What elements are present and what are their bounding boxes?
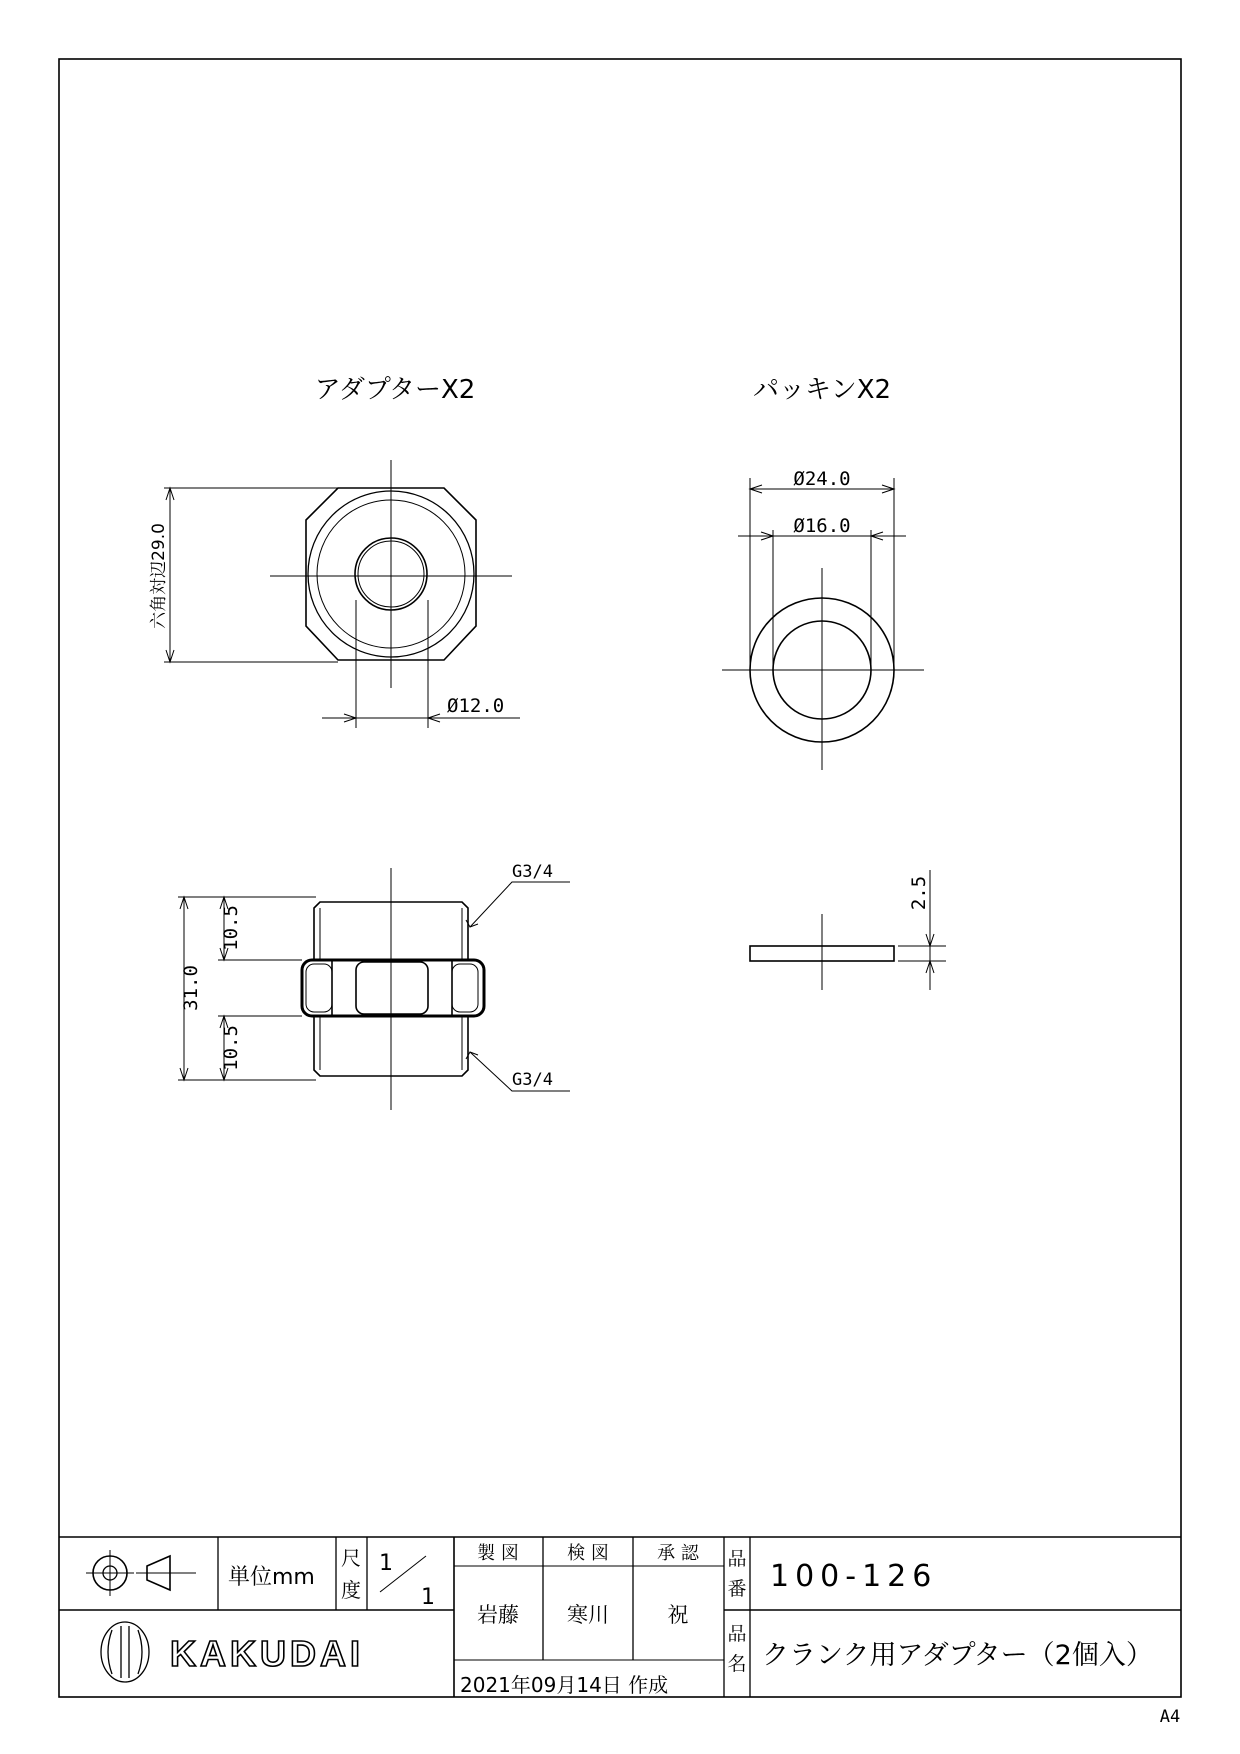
part-no-label-1: 品 — [727, 1548, 747, 1570]
thread-top-label: G3/4 — [512, 862, 553, 882]
adapter-view-title: アダプターX2 — [314, 375, 476, 405]
bottom-thread-length-dimension: 10.5 — [220, 1025, 242, 1071]
part-number: 100-126 — [770, 1559, 938, 1594]
checked-label: 検 図 — [567, 1543, 609, 1564]
part-name-label-2: 名 — [727, 1653, 747, 1675]
approved-by: 祝 — [667, 1603, 689, 1627]
approved-label: 承 認 — [657, 1543, 699, 1564]
projection-symbol-icon — [86, 1550, 196, 1596]
packing-thickness-dimension: 2.5 — [908, 875, 930, 911]
part-name: クランク用アダプター（2個入） — [762, 1640, 1153, 1671]
sheet-size: A4 — [1159, 1707, 1181, 1727]
part-name-label-1: 品 — [727, 1623, 747, 1645]
drawn-by: 岩藤 — [477, 1603, 519, 1627]
scale-denominator: 1 — [421, 1585, 435, 1610]
sheet-border — [59, 59, 1181, 1697]
unit-label: 単位mm — [228, 1565, 315, 1590]
packing-inner-diameter-dimension: Ø16.0 — [793, 515, 851, 537]
scale-label-1: 尺 — [341, 1546, 361, 1570]
adapter-top-view — [164, 460, 520, 728]
part-no-label-2: 番 — [727, 1578, 747, 1600]
drawn-label: 製 図 — [477, 1543, 519, 1564]
scale-label-2: 度 — [341, 1578, 361, 1602]
packing-view-title: パッキンX2 — [752, 375, 892, 405]
overall-length-dimension: 31.0 — [180, 965, 202, 1011]
adapter-bore-dimension: Ø12.0 — [447, 695, 505, 717]
top-thread-length-dimension: 10.5 — [220, 905, 242, 951]
scale-numerator: 1 — [379, 1551, 393, 1576]
thread-bottom-label: G3/4 — [512, 1070, 553, 1090]
kakudai-logo-icon — [101, 1622, 149, 1682]
created-date: 2021年09月14日 作成 — [460, 1673, 669, 1697]
hex-across-flats-dimension: 六角対辺29.0 — [149, 523, 169, 629]
checked-by: 寒川 — [567, 1603, 609, 1627]
packing-outer-diameter-dimension: Ø24.0 — [793, 468, 851, 490]
company-name: KAKUDAI — [170, 1633, 364, 1674]
